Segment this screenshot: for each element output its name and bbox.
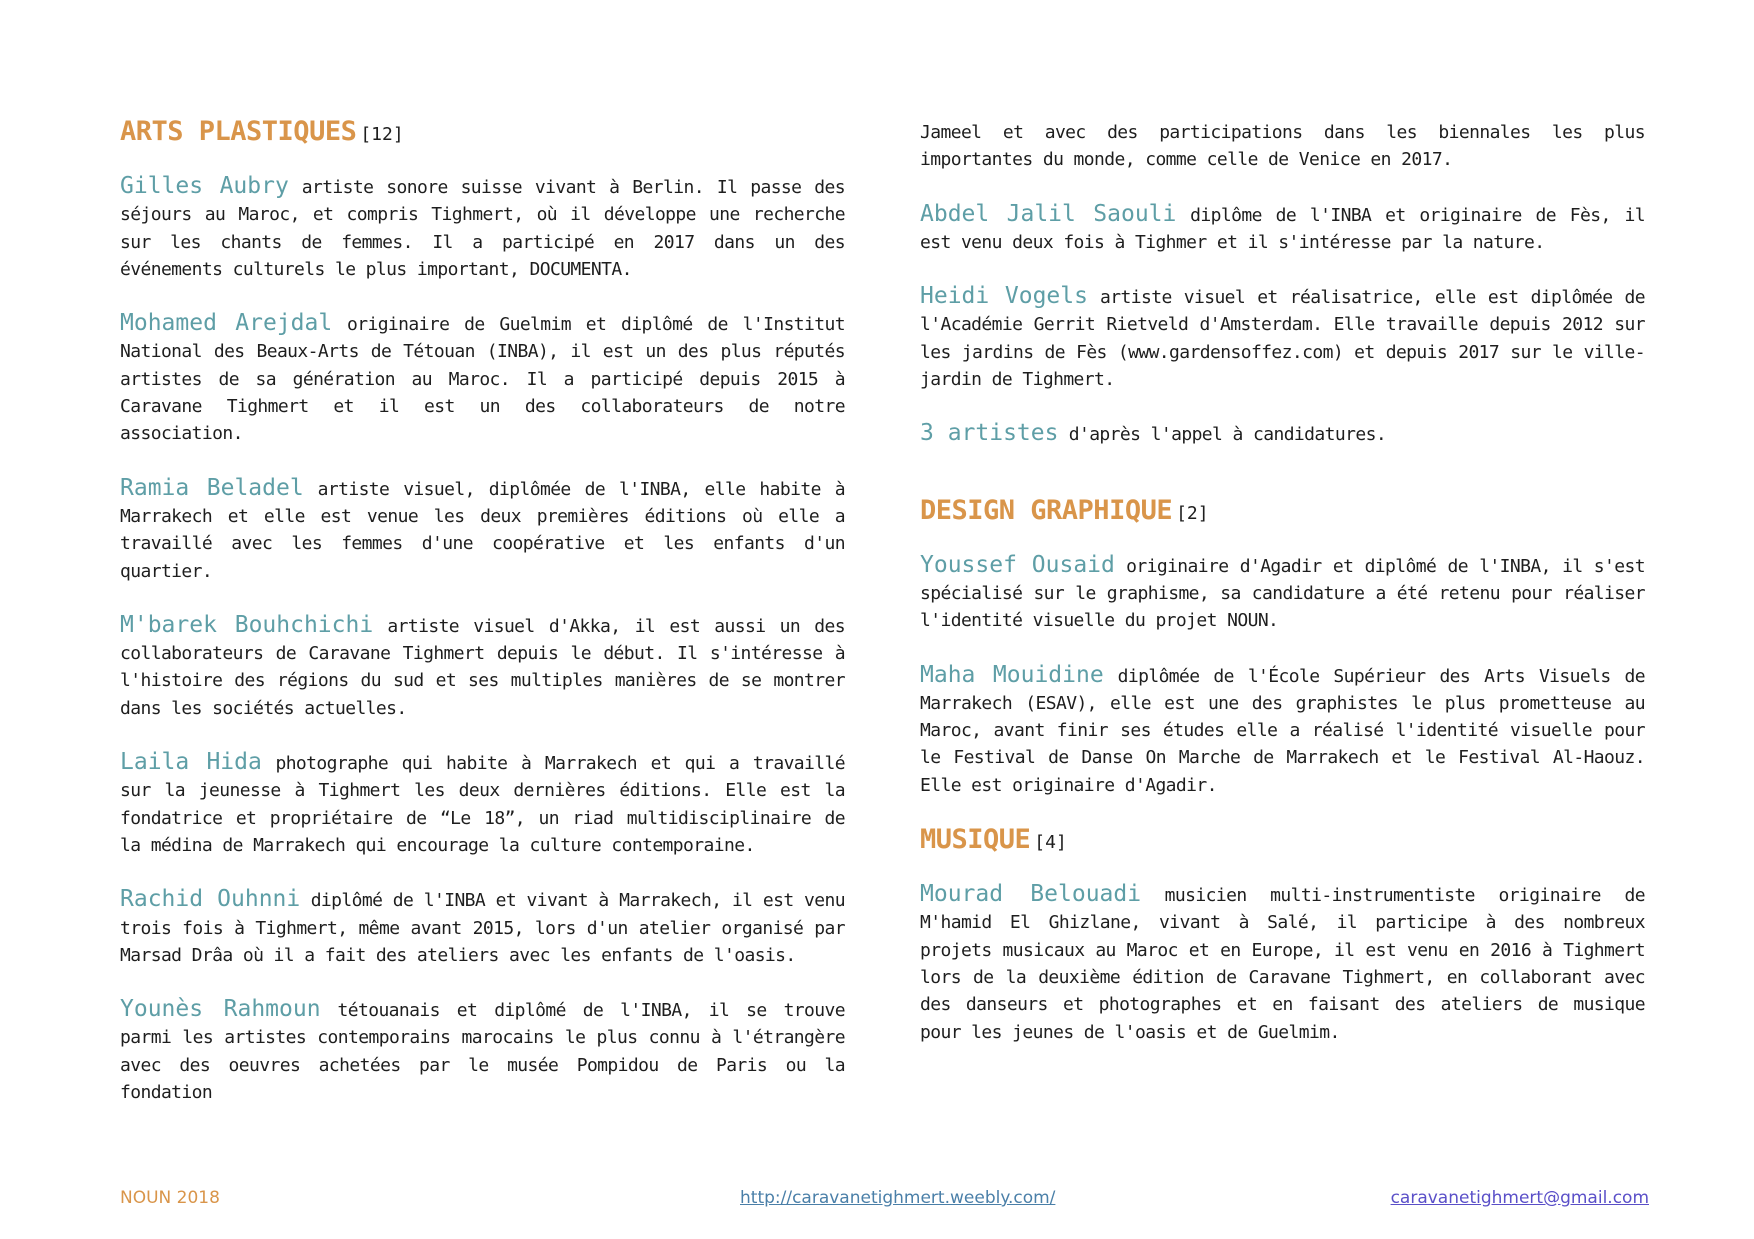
artist-description: artiste visuel d'Akka, il est aussi un des collaborateurs de Caravane Tighmert depuis le début. Il s'intéresse à l'histoire des régions du sud et ses multiples manières de se montrer dans les sociétés actuelles.: [120, 615, 845, 719]
left-column: [120, 118, 845, 1133]
artist-description: originaire d'Agadir et diplômé de l'INBA, il s'est spécialisé sur le graphisme, sa candidature a été retenu pour réaliser l'identité visuelle du projet NOUN.: [920, 555, 1645, 632]
artist-name: Mohamed Arejdal: [120, 310, 333, 337]
artist-name: Ramia Beladel: [120, 474, 304, 501]
artist-name: Rachid Ouhnni: [120, 886, 301, 913]
artist-entry: [120, 475, 845, 585]
artist-entry: [120, 749, 845, 859]
section-heading-musique: [920, 824, 1645, 856]
artist-description: musicien multi-instrumentiste originaire de M'hamid El Ghizlane, vivant à Salé, il participe à des nombreux projets musicaux au Maroc et en Europe, il est venu en 2016 à Tighmert lors de la deuxième édition de Caravane Tighmert, en collaborant avec des danseurs et photographes et en faisant des ateliers de musique pour les jeunes de l'oasis et de Guelmim.: [920, 885, 1645, 1043]
artist-name: 3 artistes: [920, 420, 1059, 447]
footer-project-label: NOUN 2018: [120, 1188, 220, 1208]
section-heading-design-graphique: [920, 494, 1645, 526]
artist-name: Maha Mouidine: [920, 661, 1104, 688]
artist-description: diplômé de l'INBA et vivant à Marrakech, il est venu trois fois à Tighmert, même avant 2015, lors d'un atelier organisé par Marsad Drâa où il a fait des ateliers avec les enfants de l'oasis.: [120, 890, 845, 966]
artist-entry: [920, 420, 1645, 448]
artist-description: photographe qui habite à Marrakech et qui a travaillé sur la jeunesse à Tighmert les deux dernières éditions. Elle est la fondatrice et propriétaire de “Le 18”, un riad multidisciplinaire de la médina de Marrakech qui encourage la culture contemporaine.: [120, 753, 845, 856]
artist-description: diplôme de l'INBA et originaire de Fès, il est venu deux fois à Tighmer et il s'intéresse par la nature.: [920, 204, 1645, 253]
footer-email-link[interactable]: caravanetighmert@gmail.com: [1390, 1188, 1649, 1208]
right-column: [920, 119, 1645, 1073]
artist-name: Gilles Aubry: [120, 173, 289, 199]
artist-entry: [920, 283, 1645, 393]
artist-description: d'après l'appel à candidatures.: [1058, 424, 1387, 446]
section-count: [12]: [360, 124, 404, 145]
artist-name: Abdel Jalil Saouli: [920, 200, 1177, 227]
artist-entry: [920, 201, 1645, 257]
section-count: [4]: [1034, 832, 1067, 854]
artist-name: Youssef Ousaid: [920, 551, 1115, 578]
artist-description: artiste sonore suisse vivant à Berlin. Il passe des séjours au Maroc, et compris Tighmert, où il développe une recherche sur les chants de femmes. Il a participé en 2017 dans un des événements culturels le plus important, DOCUMENTA.: [120, 177, 845, 280]
section-heading-arts-plastiques: [120, 118, 845, 145]
artist-description: artiste visuel et réalisatrice, elle est diplômée de l'Académie Gerrit Rietveld d'Amsterdam. Elle travaille depuis 2012 sur les jardins de Fès (www.gardensoffez.com) et depuis 2017 sur le ville-jardin de Tighmert.: [920, 287, 1645, 391]
artist-entry: [120, 173, 845, 283]
section-count: [2]: [1176, 502, 1209, 524]
artist-name: Laila Hida: [120, 749, 262, 776]
artist-description: originaire de Guelmim et diplômé de l'Institut National des Beaux-Arts de Tétouan (INBA), il est un des plus réputés artistes de sa génération au Maroc. Il a participé depuis 2015 à Caravane Tighmert et il est un des collaborateurs de notre association.: [120, 314, 845, 445]
artist-description: diplômée de l'École Supérieur des Arts Visuels de Marrakech (ESAV), elle est une des graphistes le plus prometteuse au Maroc, avant finir ses études elle a réalisé l'identité visuelle pour le Festival de Danse On Marche de Marrakech et le Festival Al-Haouz. Elle est originaire d'Agadir.: [920, 665, 1645, 796]
artist-name: Mourad Belouadi: [920, 881, 1142, 908]
continued-text: Jameel et avec des participations dans les biennales les plus importantes du monde, comme celle de Venice en 2017.: [920, 122, 1645, 171]
artist-entry: [920, 662, 1645, 799]
section-title: ARTS PLASTIQUES: [120, 116, 357, 147]
artist-entry: [120, 310, 845, 447]
section-title: DESIGN GRAPHIQUE: [920, 494, 1173, 526]
artist-entry: [120, 886, 845, 969]
artist-name: Younès Rahmoun: [120, 996, 321, 1023]
artist-description: artiste visuel, diplômée de l'INBA, elle habite à Marrakech et elle est venue les deux premières éditions où elle a travaillé avec les femmes d'une coopérative et les enfants d'un quartier.: [120, 478, 845, 582]
artist-description: tétouanais et diplômé de l'INBA, il se trouve parmi les artistes contemporains marocains le plus connu à l'étrangère avec des oeuvres achetées par le musée Pompidou de Paris ou la fondation: [120, 1000, 845, 1104]
artist-name: Heidi Vogels: [920, 283, 1088, 310]
artist-entry: [120, 612, 845, 722]
footer-website-link[interactable]: http://caravanetighmert.weebly.com/: [740, 1188, 1056, 1208]
artist-entry: [920, 552, 1645, 635]
artist-entry: [120, 996, 845, 1106]
artist-entry: [920, 881, 1645, 1046]
artist-name: M'barek Bouhchichi: [120, 611, 374, 638]
section-title: MUSIQUE: [920, 824, 1031, 856]
